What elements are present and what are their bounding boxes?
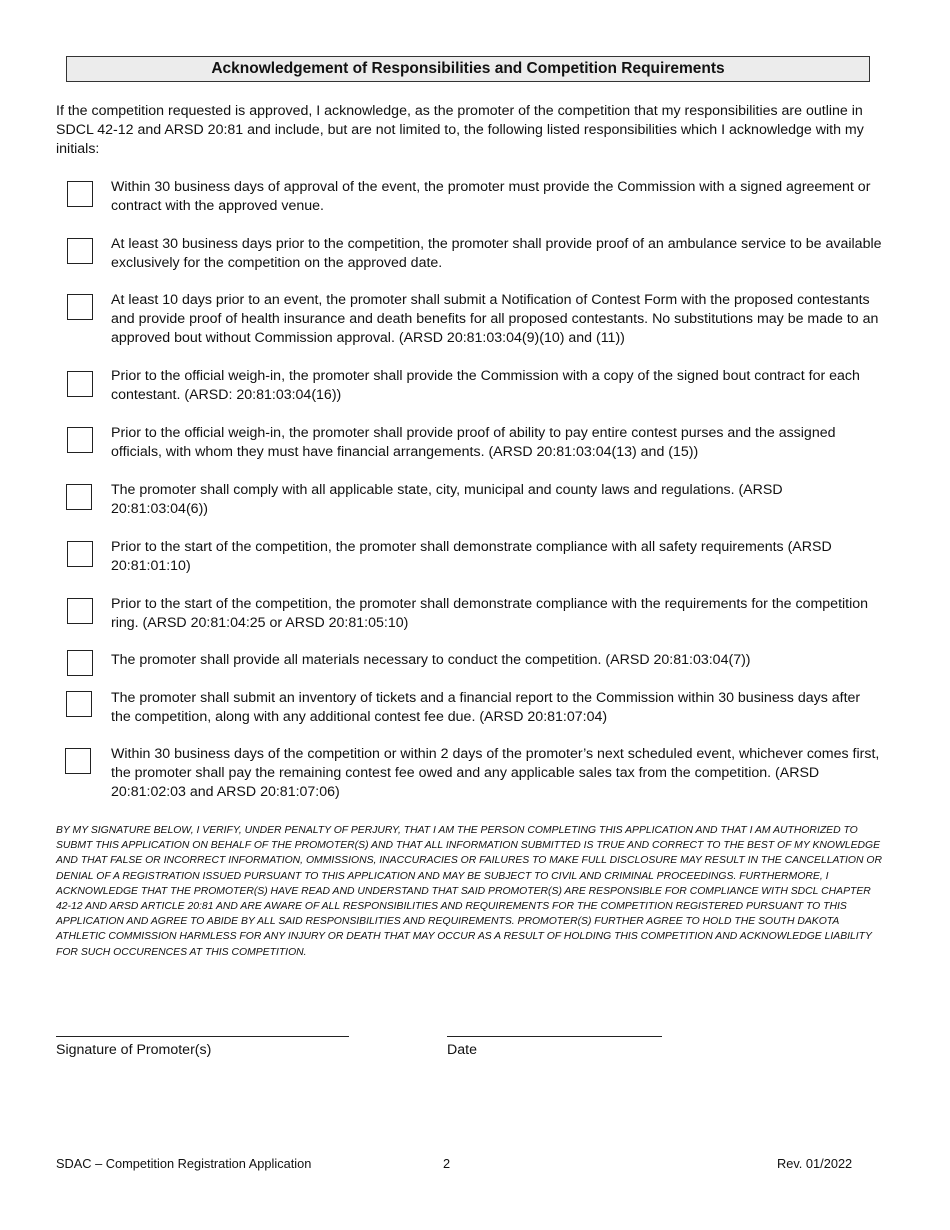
initials-checkbox[interactable] [67,598,93,624]
initials-checkbox[interactable] [65,748,91,774]
item-text: Prior to the official weigh-in, the promoter shall provide the Commission with a copy of the signed bout contract for each contestant. (ARSD: 20:81:03:04(16)) [111,368,860,403]
item-text: Prior to the start of the competition, the promoter shall demonstrate compliance with all safety requirements (ARSD 20:81:01:10) [111,539,832,574]
initials-checkbox[interactable] [67,650,93,676]
item-text: The promoter shall submit an inventory of tickets and a financial report to the Commission within 30 business days after the competition, along with any additional contest fee due. (ARSD 20:81:07:04) [111,690,861,725]
initials-checkbox[interactable] [67,371,93,397]
initials-checkbox[interactable] [67,181,93,207]
initials-checkbox[interactable] [67,427,93,453]
page-number: 2 [443,1156,451,1171]
section-title-text: Acknowledgement of Responsibilities and Competition Requirements [211,60,725,77]
item-text: The promoter shall provide all materials necessary to conduct the competition. (ARSD 20:81:03:04(7)) [111,652,751,668]
initials-checkbox[interactable] [67,541,93,567]
initials-checkbox[interactable] [67,294,93,320]
perjury-declaration: BY MY SIGNATURE BELOW, I VERIFY, UNDER PENALTY OF PERJURY, THAT I AM THE PERSON COMPLETING THIS APPLICATION AND THAT I AM AUTHORIZED TO SUBMT THIS APPLICATION ON BEHALF OF THE PROMOTER(S) AND THAT ALL INFORMATION SUBMITTED IS TRUE AND CORRECT TO THE BEST OF MY KNOWLEDGE AND THAT FALSE OR INCORRECT INFORMATION, OMMISSIONS, INACCURACIES OR FAILURES TO MAKE FULL DISCLOSURE MAY RESULT IN THE CANCELLATION OR DENIAL OF A REGISTRATION ISSUED PURSUANT TO THIS APPLICATION AND MAY BE SUBJECT TO CIVIL AND CRIMINAL PROCEEDINGS. FURTHERMORE, I ACKNOWLEDGE THAT THE PROMOTER(S) HAVE READ AND UNDERSTAND THAT SAID PROMOTER(S) ARE RESPONSIBLE FOR COMPLIANCE WITH SDCL CHAPTER 42-12 AND ARSD ARTICLE 20:81 AND ARE AWARE OF ALL RESPONSIBILITIES AND REQUIREMENTS FOR THE COMPETITION REGISTERED PURSUANT TO THIS APPLICATION AND AGREE TO ABIDE BY ALL SAID RESPONSIBILITIES AND REQUIREMENTS. PROMOTER(S) FURTHER AGREE TO HOLD THE SOUTH DAKOTA ATHLETIC COMMISSION HARMLESS FOR ANY INJURY OR DEATH THAT MAY OCCUR AS A RESULT OF HOLDING THIS COMPETITION AND ACKNOWLEDGE LIABILITY FOR SUCH OCCURENCES AT THIS COMPETITION. [56,825,882,958]
signature-line[interactable] [56,1036,349,1037]
signature-label: Signature of Promoter(s) [56,1042,212,1058]
intro-paragraph: If the competition requested is approved, I acknowledge, as the promoter of the competition that my responsibilities are outline in SDCL 42-12 and ARSD 20:81 and include, but are not limited to, the following listed responsibilities which I acknowledge with my initials: [56,103,864,157]
item-text: Prior to the start of the competition, the promoter shall demonstrate compliance with the requirements for the competition ring. (ARSD 20:81:04:25 or ARSD 20:81:05:10) [111,596,869,631]
item-text: At least 10 days prior to an event, the promoter shall submit a Notification of Contest Form with the proposed contestants and provide proof of health insurance and death benefits for all proposed contestants. No substitutions may be made to an approved bout without Commission approval. (ARSD 20:81:03:04(9)(10) and (11)) [111,292,879,346]
date-line[interactable] [447,1036,662,1037]
footer-revision: Rev. 01/2022 [777,1156,853,1171]
item-text: Within 30 business days of the competition or within 2 days of the promoter’s next scheduled event, whichever comes first, the promoter shall pay the remaining contest fee owed and any applicable sales tax from the competition. (ARSD 20:81:02:03 and ARSD 20:81:07:06) [111,746,880,800]
date-label: Date [447,1042,477,1058]
item-text: Within 30 business days of approval of the event, the promoter must provide the Commission with a signed agreement or contract with the approved venue. [111,179,871,214]
footer-document-name: SDAC – Competition Registration Application [56,1156,312,1171]
section-title [66,56,870,82]
item-text: At least 30 business days prior to the competition, the promoter shall provide proof of an ambulance service to be available exclusively for the competition on the approved date. [111,236,882,271]
item-text: Prior to the official weigh-in, the promoter shall provide proof of ability to pay entire contest purses and the assigned officials, with whom they must have financial arrangements. (ARSD 20:81:03:04(13) and (15)) [111,425,836,460]
initials-checkbox[interactable] [66,691,92,717]
initials-checkbox[interactable] [67,238,93,264]
item-text: The promoter shall comply with all applicable state, city, municipal and county laws and regulations. (ARSD 20:81:03:04(6)) [111,482,783,517]
initials-checkbox[interactable] [66,484,92,510]
